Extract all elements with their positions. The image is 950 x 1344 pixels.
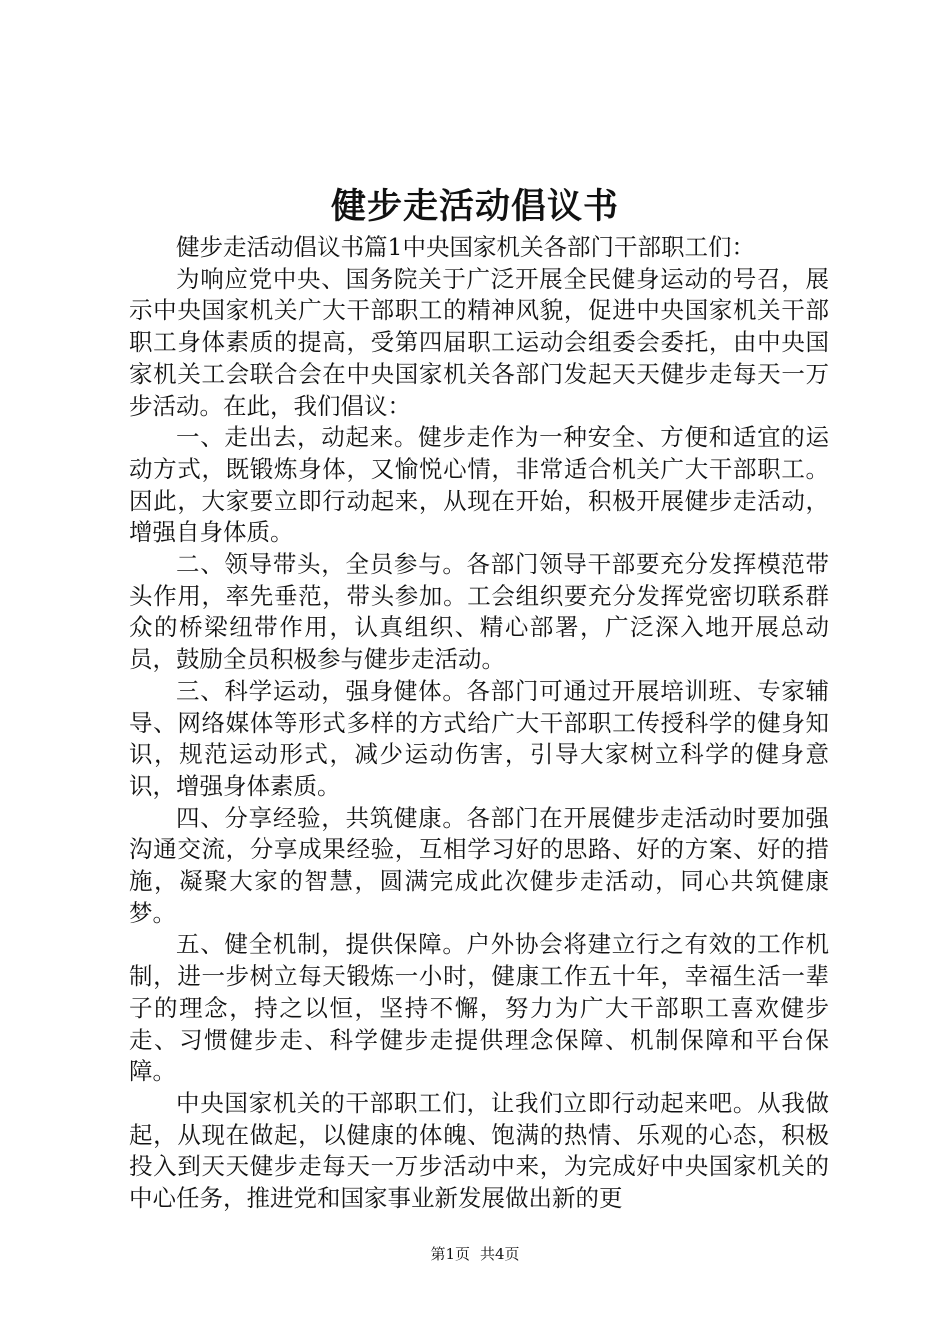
paragraph-point-2: 二、领导带头，全员参与。各部门领导干部要充分发挥模范带头作用，率先垂范，带头参加。工会组织要充分发挥党密切联系群众的桥梁纽带作用，认真组织、精心部署，广泛深入地开展总动员，鼓励全员积极参与健步走活动。: [129, 550, 829, 674]
paragraph-intro: 为响应党中央、国务院关于广泛开展全民健身运动的号召，展示中央国家机关广大干部职工的精神风貌，促进中央国家机关干部职工身体素质的提高，受第四届职工运动会组委会委托，由中央国家机关工会联合会在中央国家机关各部门发起天天健步走每天一万步活动。在此，我们倡议：: [129, 264, 829, 420]
paragraph-point-4: 四、分享经验，共筑健康。各部门在开展健步走活动时要加强沟通交流，分享成果经验，互相学习好的思路、好的方案、好的措施，凝聚大家的智慧，圆满完成此次健步走活动，同心共筑健康梦。: [129, 803, 829, 927]
page-number-current: 第1页: [430, 1245, 470, 1263]
document-body: [129, 232, 829, 1215]
paragraph-closing: 中央国家机关的干部职工们，让我们立即行动起来吧。从我做起，从现在做起，以健康的体魄、饱满的热情、乐观的心态，积极投入到天天健步走每天一万步活动中来，为完成好中央国家机关的中心任务，推进党和国家事业新发展做出新的更: [129, 1088, 829, 1213]
page-footer: [0, 1243, 950, 1265]
paragraph-greeting: 健步走活动倡议书篇1中央国家机关各部门干部职工们：: [176, 233, 755, 261]
paragraph-point-1: 一、走出去，动起来。健步走作为一种安全、方便和适宜的运动方式，既锻炼身体，又愉悦心情，非常适合机关广大干部职工。因此，大家要立即行动起来，从现在开始，积极开展健步走活动，增强自身体质。: [129, 423, 829, 547]
paragraph-point-3: 三、科学运动，强身健体。各部门可通过开展培训班、专家辅导、网络媒体等形式多样的方式给广大干部职工传授科学的健身知识，规范运动形式，减少运动伤害，引导大家树立科学的健身意识，增强身体素质。: [129, 676, 829, 800]
paragraph-point-5: 五、健全机制，提供保障。户外协会将建立行之有效的工作机制，进一步树立每天锻炼一小时，健康工作五十年，幸福生活一辈子的理念，持之以恒，坚持不懈，努力为广大干部职工喜欢健步走、习惯健步走、科学健步走提供理念保障、机制保障和平台保障。: [129, 930, 829, 1086]
page-number-total: 共4页: [480, 1245, 520, 1263]
document-title: 健步走活动倡议书: [330, 186, 619, 227]
